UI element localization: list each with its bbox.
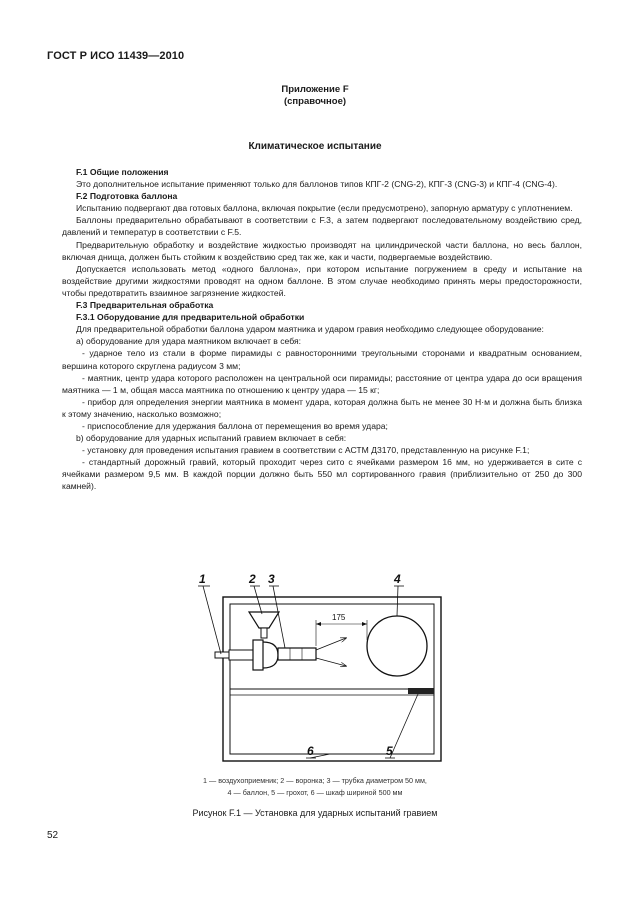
cylinder-circle <box>367 616 427 676</box>
subsection-heading: F.3.1 Оборудование для предварительной обработки <box>76 312 305 323</box>
list-item: - приспособление для удержания баллона от перемещения во время удара; <box>82 420 388 431</box>
section-heading: F.1 Общие положения <box>76 167 169 177</box>
tube <box>278 648 316 660</box>
dimension-label: 175 <box>332 613 346 622</box>
paragraph: Испытанию подвергают два готовых баллона, включая покрытие (если предусмотрено), запорную арматуру с уплотнением. <box>76 203 573 214</box>
main-title: Климатическое испытание <box>248 141 382 152</box>
figure-label-3: 3 <box>268 572 275 586</box>
annex-title: Приложение F <box>281 84 349 95</box>
figure-label-5: 5 <box>386 744 393 758</box>
annex-subtitle: (справочное) <box>283 96 347 107</box>
figure-label-4: 4 <box>394 572 401 586</box>
paragraph: Допускается использовать метод «одного баллона», при котором испытание погружением в среду и испытание на воздействие другими жидкостями проводят на одном баллоне. В этом случае необходимо принять меры предосторожности, чтобы предотвратить взаимное загрязнение жидкостей. <box>62 263 582 298</box>
list-item: - прибор для определения энергии маятника в момент удара, которая должна быть не менее 30 Н·м и должна быть близка к этому значению, насколько возможно; <box>62 396 582 419</box>
section-heading: F.2 Подготовка баллона <box>76 191 178 202</box>
paragraph: Для предварительной обработки баллона ударом маятника и ударом гравия необходимо следующее оборудование: <box>76 324 544 335</box>
list-item: a) оборудование для удара маятником включает в себя: <box>76 336 302 347</box>
air-intake <box>215 652 229 658</box>
paragraph: Предварительную обработку и воздействие жидкостью производят на цилиндрической части баллона, но весь баллон, включая днища, должен быть стойким к воздействию сред так же, как и части, подвергаемые воздействию. <box>62 239 582 262</box>
standard-header: ГОСТ Р ИСО 11439—2010 <box>47 50 185 62</box>
page-number: 52 <box>47 830 59 841</box>
figure-label-1: 1 <box>199 572 206 586</box>
funnel <box>249 612 279 628</box>
figure-legend-line-2: 4 — баллон, 5 — грохот, 6 — шкаф шириной 500 мм <box>227 788 403 797</box>
paragraph: Баллоны предварительно обрабатывают в соответствии с F.3, а затем подвергают последовательному воздействию сред, давлений и температур в соответствии с F.5. <box>62 215 582 238</box>
section-heading: F.3 Предварительная обработка <box>76 300 214 311</box>
gravel-test-diagram <box>150 570 450 775</box>
list-item: - установку для проведения испытания гравием в соответствии с АСТМ Д3170, представленную на рисунке F.1; <box>82 445 530 456</box>
list-item: b) оборудование для ударных испытаний гравием включает в себя: <box>76 433 347 444</box>
list-item: - маятник, центр удара которого расположен на центральной оси пирамиды; расстояние от центра удара до оси вращения маятника — 1 м, общая масса маятника по отношению к центру удара — 15 кг; <box>62 372 582 395</box>
paragraph: Это дополнительное испытание применяют только для баллонов типов КПГ-2 (CNG-2), КПГ-3 (CNG-3) и КПГ-4 (CNG-4). <box>76 179 558 190</box>
figure-legend-line-1: 1 — воздухоприемник; 2 — воронка; 3 — трубка диаметром 50 мм, <box>203 776 427 785</box>
figure-label-2: 2 <box>249 572 256 586</box>
body-text <box>62 166 582 493</box>
figure-label-6: 6 <box>307 744 314 758</box>
list-item: - стандартный дорожный гравий, который проходит через сито с ячейками размером 16 мм, но удерживается в сите с ячейками размером 9,5 мм. В каждой порции должно быть 550 мл сортированного гравия (приблизительно от 250 до 300 камней). <box>62 457 582 492</box>
list-item: - ударное тело из стали в форме пирамиды с равносторонними треугольными сторонами и квадратным основанием, вершина которого скруглена радиусом 3 мм; <box>62 348 582 371</box>
figure-caption: Рисунок F.1 — Установка для ударных испытаний гравием <box>192 808 438 818</box>
